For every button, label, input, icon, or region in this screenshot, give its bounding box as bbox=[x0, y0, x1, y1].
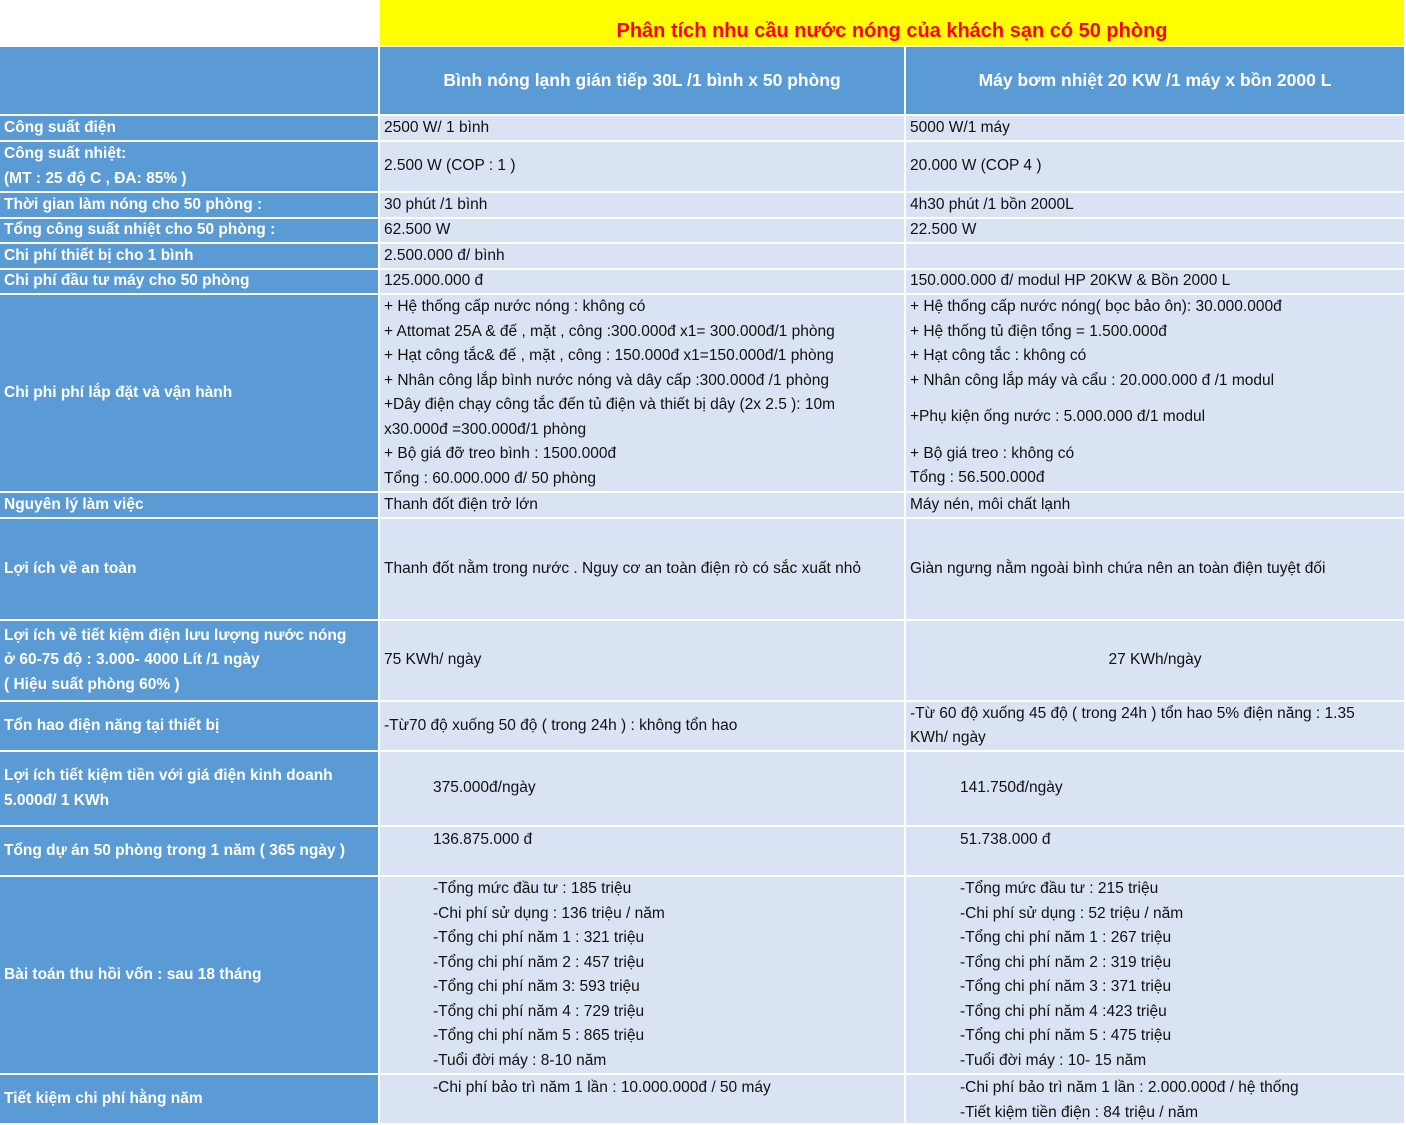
cell-a-cong-suat-nhiet: 2.500 W (COP : 1 ) bbox=[380, 142, 906, 193]
cell-b-tong-du-an: 51.738.000 đ bbox=[906, 827, 1406, 877]
cell-a-chi-phi-dau-tu: 125.000.000 đ bbox=[380, 270, 906, 295]
column-header-b: Máy bơm nhiệt 20 KW /1 máy x bồn 2000 L bbox=[906, 47, 1406, 116]
cell-a-lap-dat: + Hệ thống cấp nước nóng : không có + Attomat 25A & đế , mặt , công :300.000đ x1= 300.000đ/1 phòng + Hạt công tắc& đế , mặt , công : 150.000đ x1=150.000đ/1 phòng + Nhân công lắp bình nước nóng và dây cấp :300.000đ /1 phòng +Dây điện chạy công tắc đến tủ điện và thiết bị dây (2x 2.5 ): 10m x30.000đ =300.000đ/1 phòng + Bộ giá đỡ treo bình : 1500.000đ Tổng : 60.000.000 đ/ 50 phòng bbox=[380, 295, 906, 493]
row-label-tiet-kiem-dien: Lợi ích về tiết kiệm điện lưu lượng nước nóng ở 60-75 độ : 3.000- 4000 Lít /1 ngày ( Hiệu suất phòng 60% ) bbox=[0, 621, 380, 702]
cell-b-tiet-kiem-dien: 27 KWh/ngày bbox=[906, 621, 1406, 702]
cell-a-tiet-kiem-tien: 375.000đ/ngày bbox=[380, 752, 906, 827]
cell-b-lap-dat: + Hệ thống cấp nước nóng( bọc bảo ôn): 30.000.000đ + Hệ thống tủ điện tổng = 1.500.000đ + Hạt công tắc : không có + Nhân công lắp máy và cẩu : 20.000.000 đ /1 modul +Phụ kiện ống nước : 5.000.000 đ/1 modul + Bộ giá treo : không có Tổng : 56.500.000đ bbox=[906, 295, 1406, 493]
cell-b-cong-suat-dien: 5000 W/1 máy bbox=[906, 116, 1406, 142]
row-label-chi-phi-thiet-bi: Chi phí thiết bị cho 1 bình bbox=[0, 244, 380, 270]
row-label-chi-phi-dau-tu: Chi phí đầu tư máy cho 50 phòng bbox=[0, 270, 380, 295]
cell-a-an-toan: Thanh đốt nằm trong nước . Nguy cơ an toàn điện rò có sắc xuất nhỏ bbox=[380, 519, 906, 621]
cell-a-nguyen-ly: Thanh đốt điện trở lớn bbox=[380, 493, 906, 519]
cell-b-thoi-gian: 4h30 phút /1 bồn 2000L bbox=[906, 193, 1406, 219]
row-label-cong-suat-dien: Công suất điện bbox=[0, 116, 380, 142]
cell-b-an-toan: Giàn ngưng nằm ngoài bình chứa nên an toàn điện tuyệt đối bbox=[906, 519, 1406, 621]
row-label-tong-cong-suat: Tổng công suất nhiệt cho 50 phòng : bbox=[0, 219, 380, 244]
header-blank bbox=[0, 47, 380, 116]
sheet-title: Phân tích nhu cầu nước nóng của khách sạn có 50 phòng bbox=[380, 0, 1406, 47]
cell-a-tong-du-an: 136.875.000 đ bbox=[380, 827, 906, 877]
cell-b-ton-hao: -Từ 60 độ xuống 45 độ ( trong 24h ) tổn hao 5% điện năng : 1.35 KWh/ ngày bbox=[906, 702, 1406, 752]
cell-b-tiet-kiem-chi-phi: -Chi phí bảo trì năm 1 lần : 2.000.000đ / hệ thống -Tiết kiệm tiền điện : 84 triệu / năm bbox=[906, 1075, 1406, 1125]
cell-b-tiet-kiem-tien: 141.750đ/ngày bbox=[906, 752, 1406, 827]
cell-a-ton-hao: -Từ70 độ xuống 50 độ ( trong 24h ) : không tổn hao bbox=[380, 702, 906, 752]
row-label-tiet-kiem-chi-phi: Tiết kiệm chi phí hằng năm bbox=[0, 1075, 380, 1125]
row-label-cong-suat-nhiet: Công suất nhiệt: (MT : 25 độ C , ĐA: 85% ) bbox=[0, 142, 380, 193]
cell-a-tiet-kiem-chi-phi: -Chi phí bảo trì năm 1 lần : 10.000.000đ / 50 máy bbox=[380, 1075, 906, 1125]
cell-b-cong-suat-nhiet: 20.000 W (COP 4 ) bbox=[906, 142, 1406, 193]
cell-b-chi-phi-dau-tu: 150.000.000 đ/ modul HP 20KW & Bồn 2000 L bbox=[906, 270, 1406, 295]
column-header-a: Bình nóng lạnh gián tiếp 30L /1 bình x 50 phòng bbox=[380, 47, 906, 116]
cell-a-thu-hoi-von: -Tổng mức đầu tư : 185 triệu -Chi phí sử dụng : 136 triệu / năm -Tổng chi phí năm 1 : 321 triệu -Tổng chi phí năm 2 : 457 triệu -Tổng chi phí năm 3: 593 triệu -Tổng chi phí năm 4 : 729 triệu -Tổng chi phí năm 5 : 865 triệu -Tuổi đời máy : 8-10 năm bbox=[380, 877, 906, 1075]
cell-b-chi-phi-thiet-bi bbox=[906, 244, 1406, 270]
cell-a-tiet-kiem-dien: 75 KWh/ ngày bbox=[380, 621, 906, 702]
corner-blank bbox=[0, 0, 380, 47]
row-label-thoi-gian: Thời gian làm nóng cho 50 phòng : bbox=[0, 193, 380, 219]
row-label-lap-dat: Chi phi phí lắp đặt và vận hành bbox=[0, 295, 380, 493]
cell-a-thoi-gian: 30 phút /1 bình bbox=[380, 193, 906, 219]
cell-a-tong-cong-suat: 62.500 W bbox=[380, 219, 906, 244]
row-label-tong-du-an: Tổng dự án 50 phòng trong 1 năm ( 365 ngày ) bbox=[0, 827, 380, 877]
cell-b-nguyen-ly: Máy nén, môi chất lạnh bbox=[906, 493, 1406, 519]
cell-a-cong-suat-dien: 2500 W/ 1 bình bbox=[380, 116, 906, 142]
cell-b-tong-cong-suat: 22.500 W bbox=[906, 219, 1406, 244]
row-label-ton-hao: Tổn hao điện năng tại thiết bị bbox=[0, 702, 380, 752]
row-label-nguyen-ly: Nguyên lý làm việc bbox=[0, 493, 380, 519]
cell-a-chi-phi-thiet-bi: 2.500.000 đ/ bình bbox=[380, 244, 906, 270]
row-label-tiet-kiem-tien: Lợi ích tiết kiệm tiền với giá điện kinh doanh 5.000đ/ 1 KWh bbox=[0, 752, 380, 827]
row-label-an-toan: Lợi ích về an toàn bbox=[0, 519, 380, 621]
row-label-thu-hoi-von: Bài toán thu hồi vốn : sau 18 tháng bbox=[0, 877, 380, 1075]
cell-b-thu-hoi-von: -Tổng mức đầu tư : 215 triệu -Chi phí sử dụng : 52 triệu / năm -Tổng chi phí năm 1 : 267 triệu -Tổng chi phí năm 2 : 319 triệu -Tổng chi phí năm 3 : 371 triệu -Tổng chi phí năm 4 :423 triệu -Tổng chi phí năm 5 : 475 triệu -Tuổi đời máy : 10- 15 năm bbox=[906, 877, 1406, 1075]
